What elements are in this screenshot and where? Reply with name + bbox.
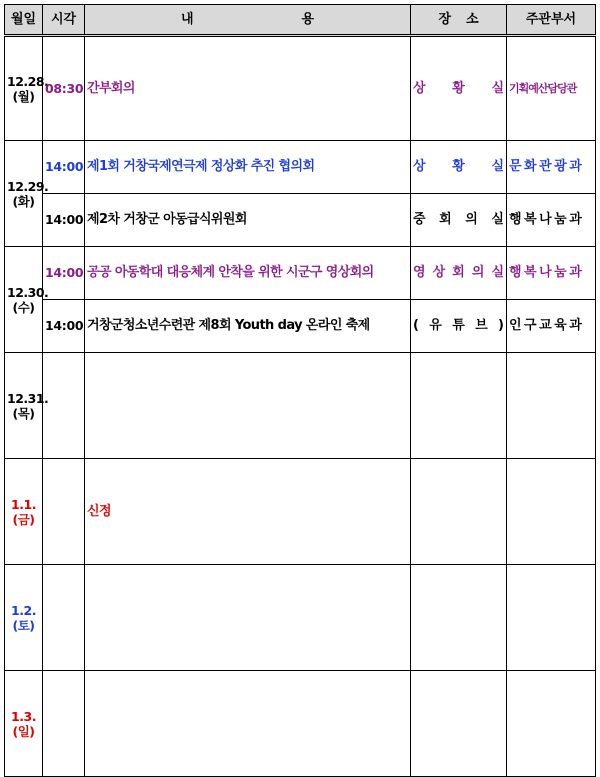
dept-cell xyxy=(507,565,596,671)
date-label: 12.31. xyxy=(7,390,49,406)
place-char: 의 xyxy=(465,212,478,227)
date-cell xyxy=(5,36,49,141)
place-char: ( xyxy=(413,318,419,333)
table-row xyxy=(5,565,596,671)
place-char: 유 xyxy=(429,318,442,333)
schedule-body xyxy=(5,36,596,777)
place-char: 회 xyxy=(452,265,465,280)
date-label: 1.1. xyxy=(11,496,36,512)
time-cell xyxy=(43,671,85,777)
header-place xyxy=(411,5,507,36)
header-content-b: 용 xyxy=(301,11,315,27)
content-cell: 거창군청소년수련관 제8회 Youth day 온라인 축제 xyxy=(85,300,411,353)
place-char: 영 xyxy=(413,265,426,280)
place-char: 실 xyxy=(491,159,504,174)
place-char: 브 xyxy=(475,318,488,333)
place-cell xyxy=(411,459,507,565)
time-cell xyxy=(43,459,85,565)
place-char: ) xyxy=(498,318,504,333)
place-text xyxy=(413,318,504,334)
place-cell xyxy=(411,247,507,300)
place-cell xyxy=(411,565,507,671)
weekday-label: (화) xyxy=(12,193,35,209)
header-content-a: 내 xyxy=(180,11,194,27)
time-cell xyxy=(43,565,85,671)
place-cell xyxy=(411,36,507,141)
content-cell xyxy=(85,671,411,777)
header-time: 시각 xyxy=(43,5,85,36)
place-char: 중 xyxy=(413,212,426,227)
weekday-label: (수) xyxy=(12,299,35,315)
date-label: 1.3. xyxy=(11,708,36,724)
date-label: 12.28. xyxy=(7,73,49,89)
time-cell xyxy=(43,353,85,459)
weekday-label: (금) xyxy=(12,511,35,527)
dept-cell: 행복나눔과 xyxy=(507,247,596,300)
header-date: 월일 xyxy=(5,5,43,36)
place-cell xyxy=(411,353,507,459)
content-cell: 신정 xyxy=(85,459,411,565)
date-cell xyxy=(5,565,43,671)
place-cell xyxy=(411,671,507,777)
dept-cell: 기획예산담당관 xyxy=(507,36,596,141)
place-char: 황 xyxy=(452,80,465,96)
place-cell xyxy=(411,300,507,353)
weekday-label: (일) xyxy=(12,723,35,739)
table-row xyxy=(5,194,596,247)
schedule-sheet xyxy=(4,4,595,769)
table-row xyxy=(5,459,596,565)
time-cell: 14:00 xyxy=(43,247,85,300)
dept-cell xyxy=(507,353,596,459)
date-cell xyxy=(5,459,43,565)
weekday-label: (월) xyxy=(12,88,35,104)
place-char: 실 xyxy=(491,80,504,96)
dept-cell xyxy=(507,459,596,565)
content-cell: 제2차 거창군 아동급식위원회 xyxy=(85,194,411,247)
content-cell: 간부회의 xyxy=(85,36,411,141)
content-cell: 제1회 거창국제연극제 정상화 추진 협의회 xyxy=(85,141,411,194)
dept-cell: 행복나눔과 xyxy=(507,194,596,247)
date-label: 1.2. xyxy=(11,602,36,618)
place-cell xyxy=(411,141,507,194)
weekly-schedule-table xyxy=(4,4,596,777)
place-text xyxy=(413,159,504,175)
place-char: 의 xyxy=(471,265,485,280)
place-char: 회 xyxy=(439,212,452,227)
table-row xyxy=(5,353,596,459)
content-cell xyxy=(85,565,411,671)
dept-cell: 문화관광과 xyxy=(507,141,596,194)
header-place-a: 장 xyxy=(438,11,452,27)
dept-cell xyxy=(507,671,596,777)
content-cell: 공공 아동학대 대응체계 안착을 위한 시군구 영상회의 xyxy=(85,247,411,300)
date-cell xyxy=(5,353,49,459)
header-dept: 주관부서 xyxy=(507,5,596,36)
table-row xyxy=(5,671,596,777)
place-char: 상 xyxy=(413,159,426,174)
place-text xyxy=(413,81,504,97)
place-cell xyxy=(411,194,507,247)
table-row xyxy=(5,36,596,141)
date-cell xyxy=(5,247,49,353)
place-text xyxy=(413,212,504,228)
weekday-label: (토) xyxy=(12,617,35,633)
dept-cell: 인구교육과 xyxy=(507,300,596,353)
date-cell xyxy=(5,141,49,247)
date-cell xyxy=(5,671,43,777)
place-char: 실 xyxy=(491,265,504,280)
place-char: 튜 xyxy=(452,318,465,333)
time-cell: 14:00 xyxy=(43,141,85,194)
place-char: 황 xyxy=(452,159,465,174)
content-cell xyxy=(85,353,411,459)
table-row xyxy=(5,141,596,194)
time-cell: 08:30 xyxy=(43,36,85,141)
header-row xyxy=(5,5,596,36)
header-content xyxy=(85,5,411,36)
header-place-b: 소 xyxy=(465,11,479,27)
date-label: 12.30. xyxy=(7,284,49,300)
table-row xyxy=(5,300,596,353)
place-char: 상 xyxy=(432,265,446,280)
date-label: 12.29. xyxy=(7,178,49,194)
table-row xyxy=(5,247,596,300)
weekday-label: (목) xyxy=(12,405,35,421)
time-cell: 14:00 xyxy=(43,194,85,247)
time-cell: 14:00 xyxy=(43,300,85,353)
place-char: 실 xyxy=(491,212,504,227)
place-text xyxy=(413,265,504,281)
place-char: 상 xyxy=(413,80,426,96)
